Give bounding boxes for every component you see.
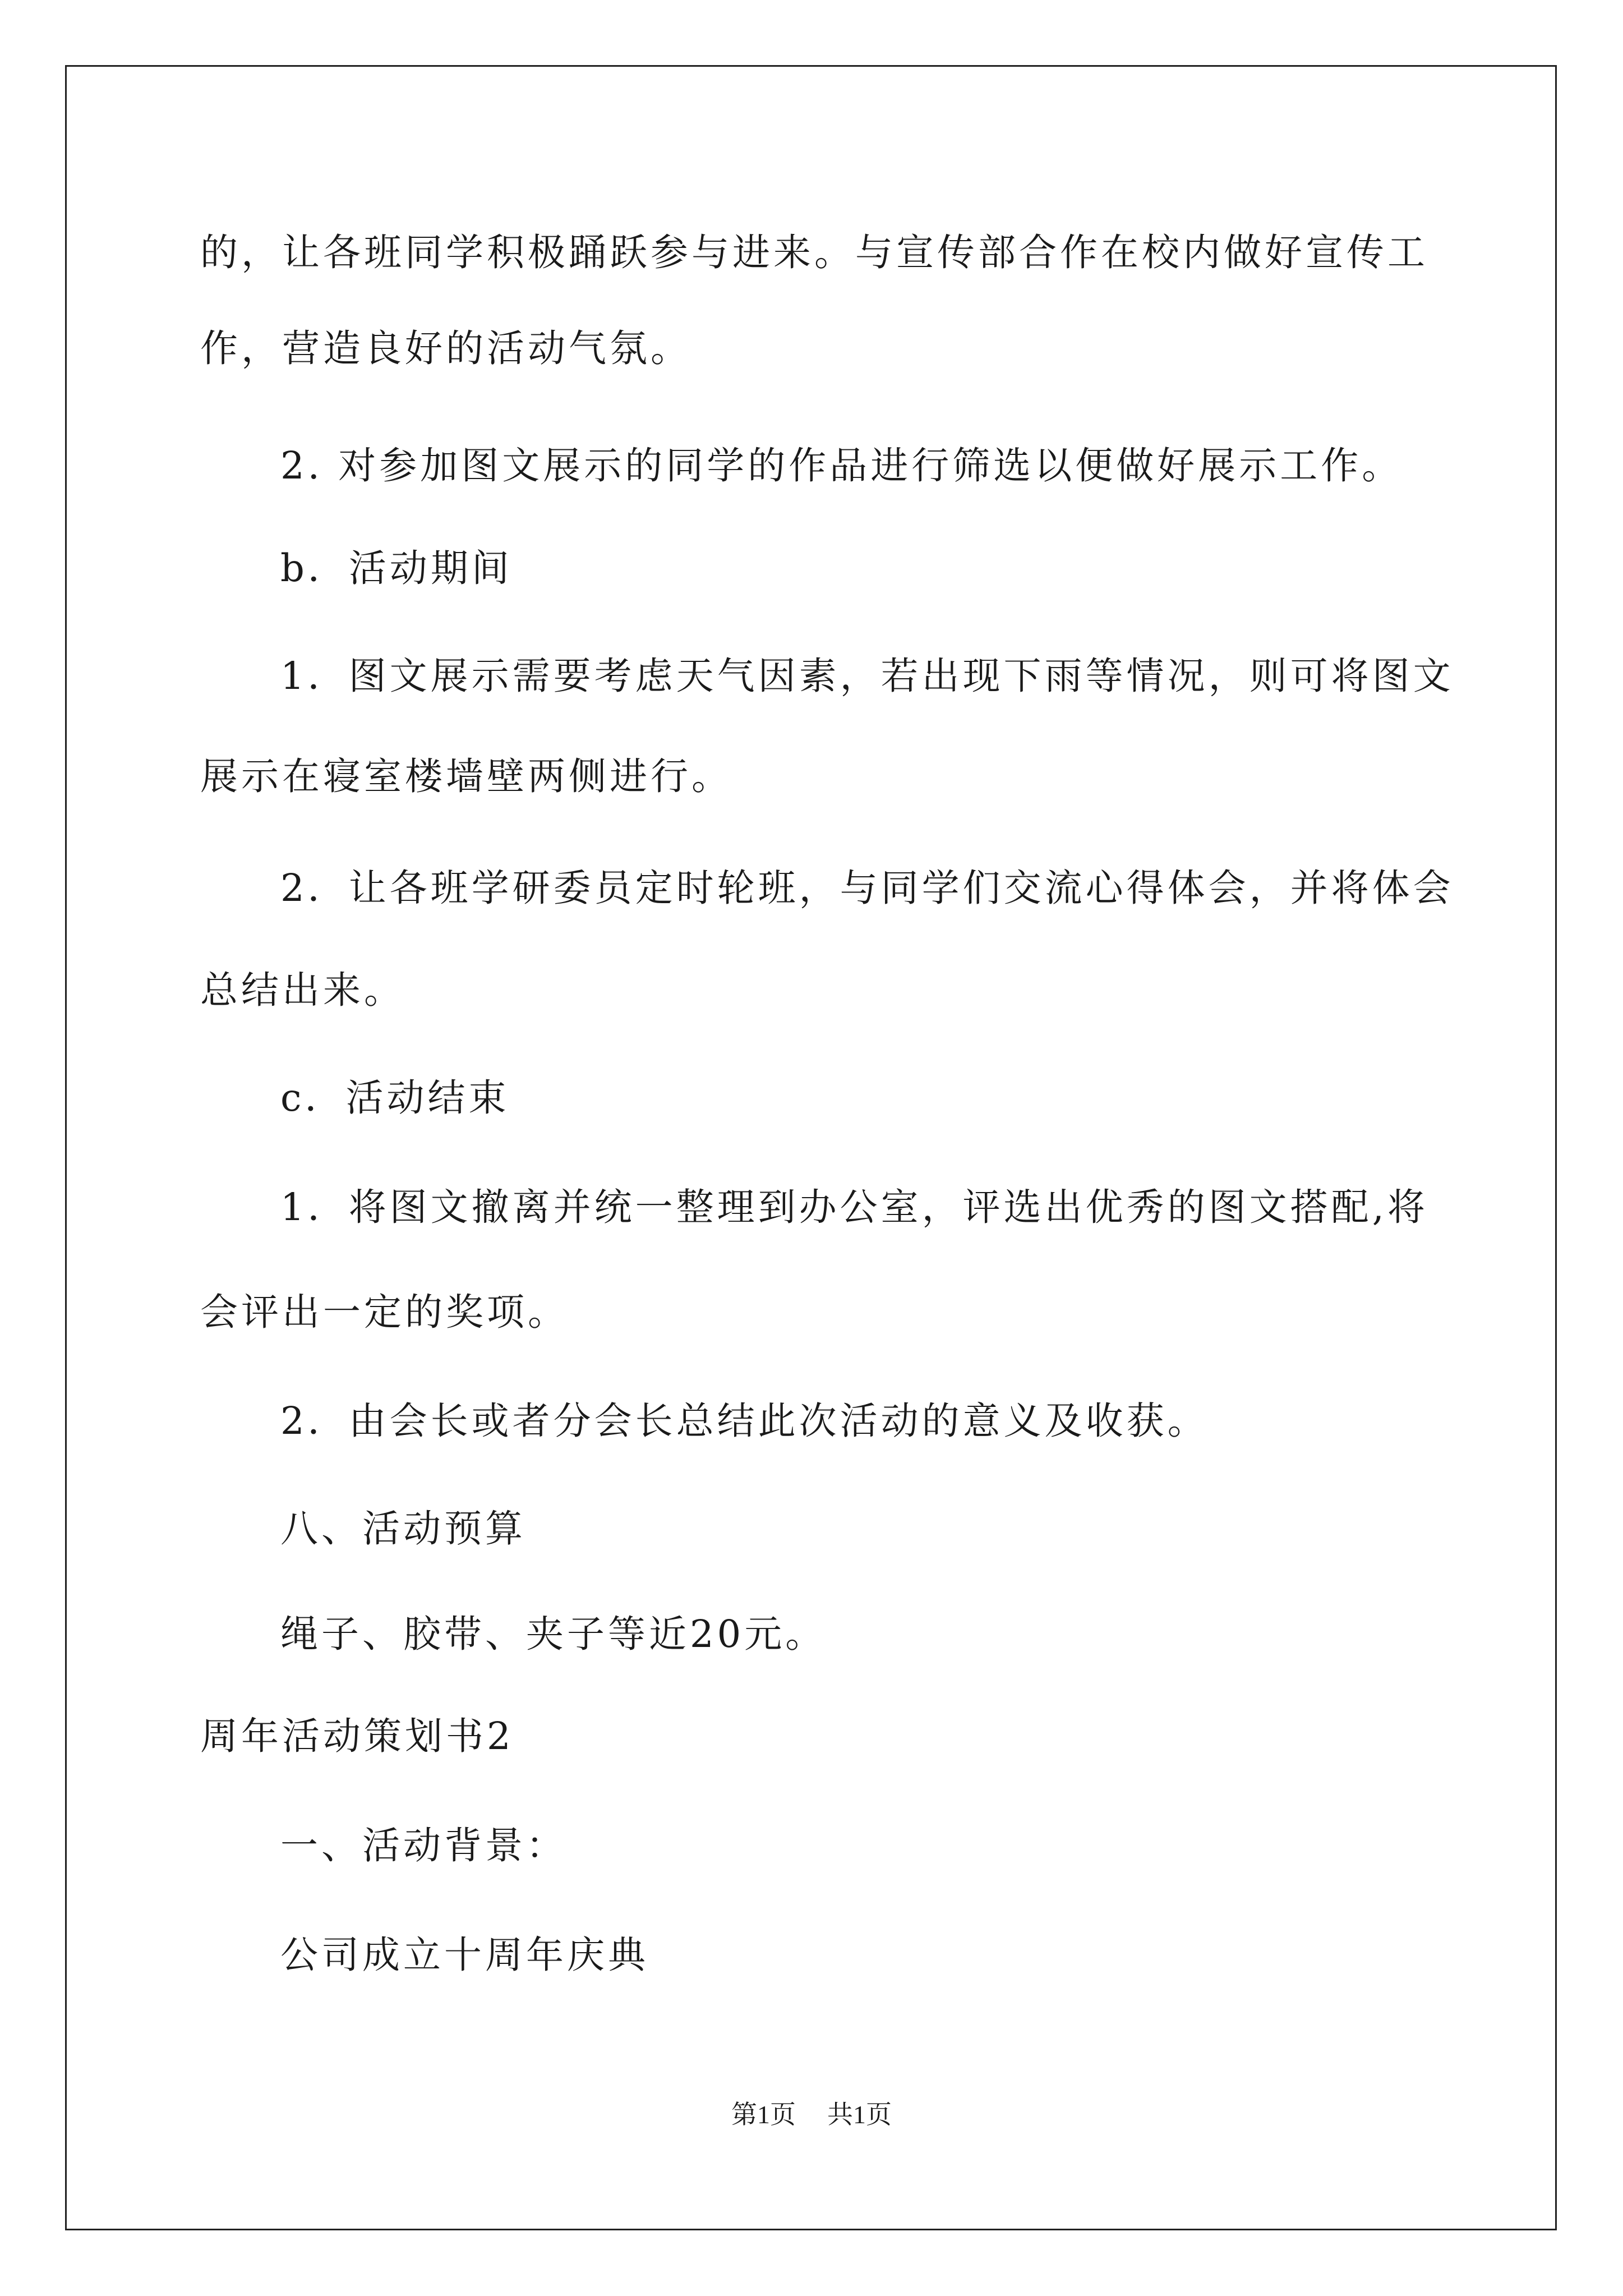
list-item-1: 1．将图文撤离并统一整理到办公室，评选出优秀的图文搭配,将 <box>280 1185 1428 1229</box>
budget-text: 绳子、胶带、夹子等近20元。 <box>280 1612 827 1656</box>
background-text: 公司成立十周年庆典 <box>280 1933 649 1977</box>
page-border <box>65 65 1557 2230</box>
page-number-total: 共1页 <box>827 2100 892 2129</box>
section-heading-c: c．活动结束 <box>280 1076 510 1120</box>
page-footer <box>0 2098 1623 2132</box>
body-text-line-1: 的，让各班同学积极踊跃参与进来。与宣传部合作在校内做好宣传工 <box>200 231 1428 274</box>
section-heading-background: 一、活动背景： <box>280 1824 567 1867</box>
body-text-line: 展示在寝室楼墙壁两侧进行。 <box>200 754 732 798</box>
section-heading-budget: 八、活动预算 <box>280 1507 526 1550</box>
body-text-line-2: 作，营造良好的活动气氛。 <box>200 326 691 370</box>
list-item-2: 2. 对参加图文展示的同学的作品进行筛选以便做好展示工作。 <box>280 444 1403 487</box>
document-title: 周年活动策划书2 <box>200 1714 514 1758</box>
list-item-2: 2．由会长或者分会长总结此次活动的意义及收获。 <box>280 1399 1209 1443</box>
section-heading-b: b．活动期间 <box>280 546 513 590</box>
body-text-line: 会评出一定的奖项。 <box>200 1290 569 1334</box>
list-item-2: 2．让各班学研委员定时轮班，与同学们交流心得体会，并将体会 <box>280 866 1454 910</box>
page-number-current: 第1页 <box>731 2100 796 2129</box>
list-item-1: 1．图文展示需要考虑天气因素，若出现下雨等情况，则可将图文 <box>280 654 1454 698</box>
body-text-line: 总结出来。 <box>200 968 405 1012</box>
